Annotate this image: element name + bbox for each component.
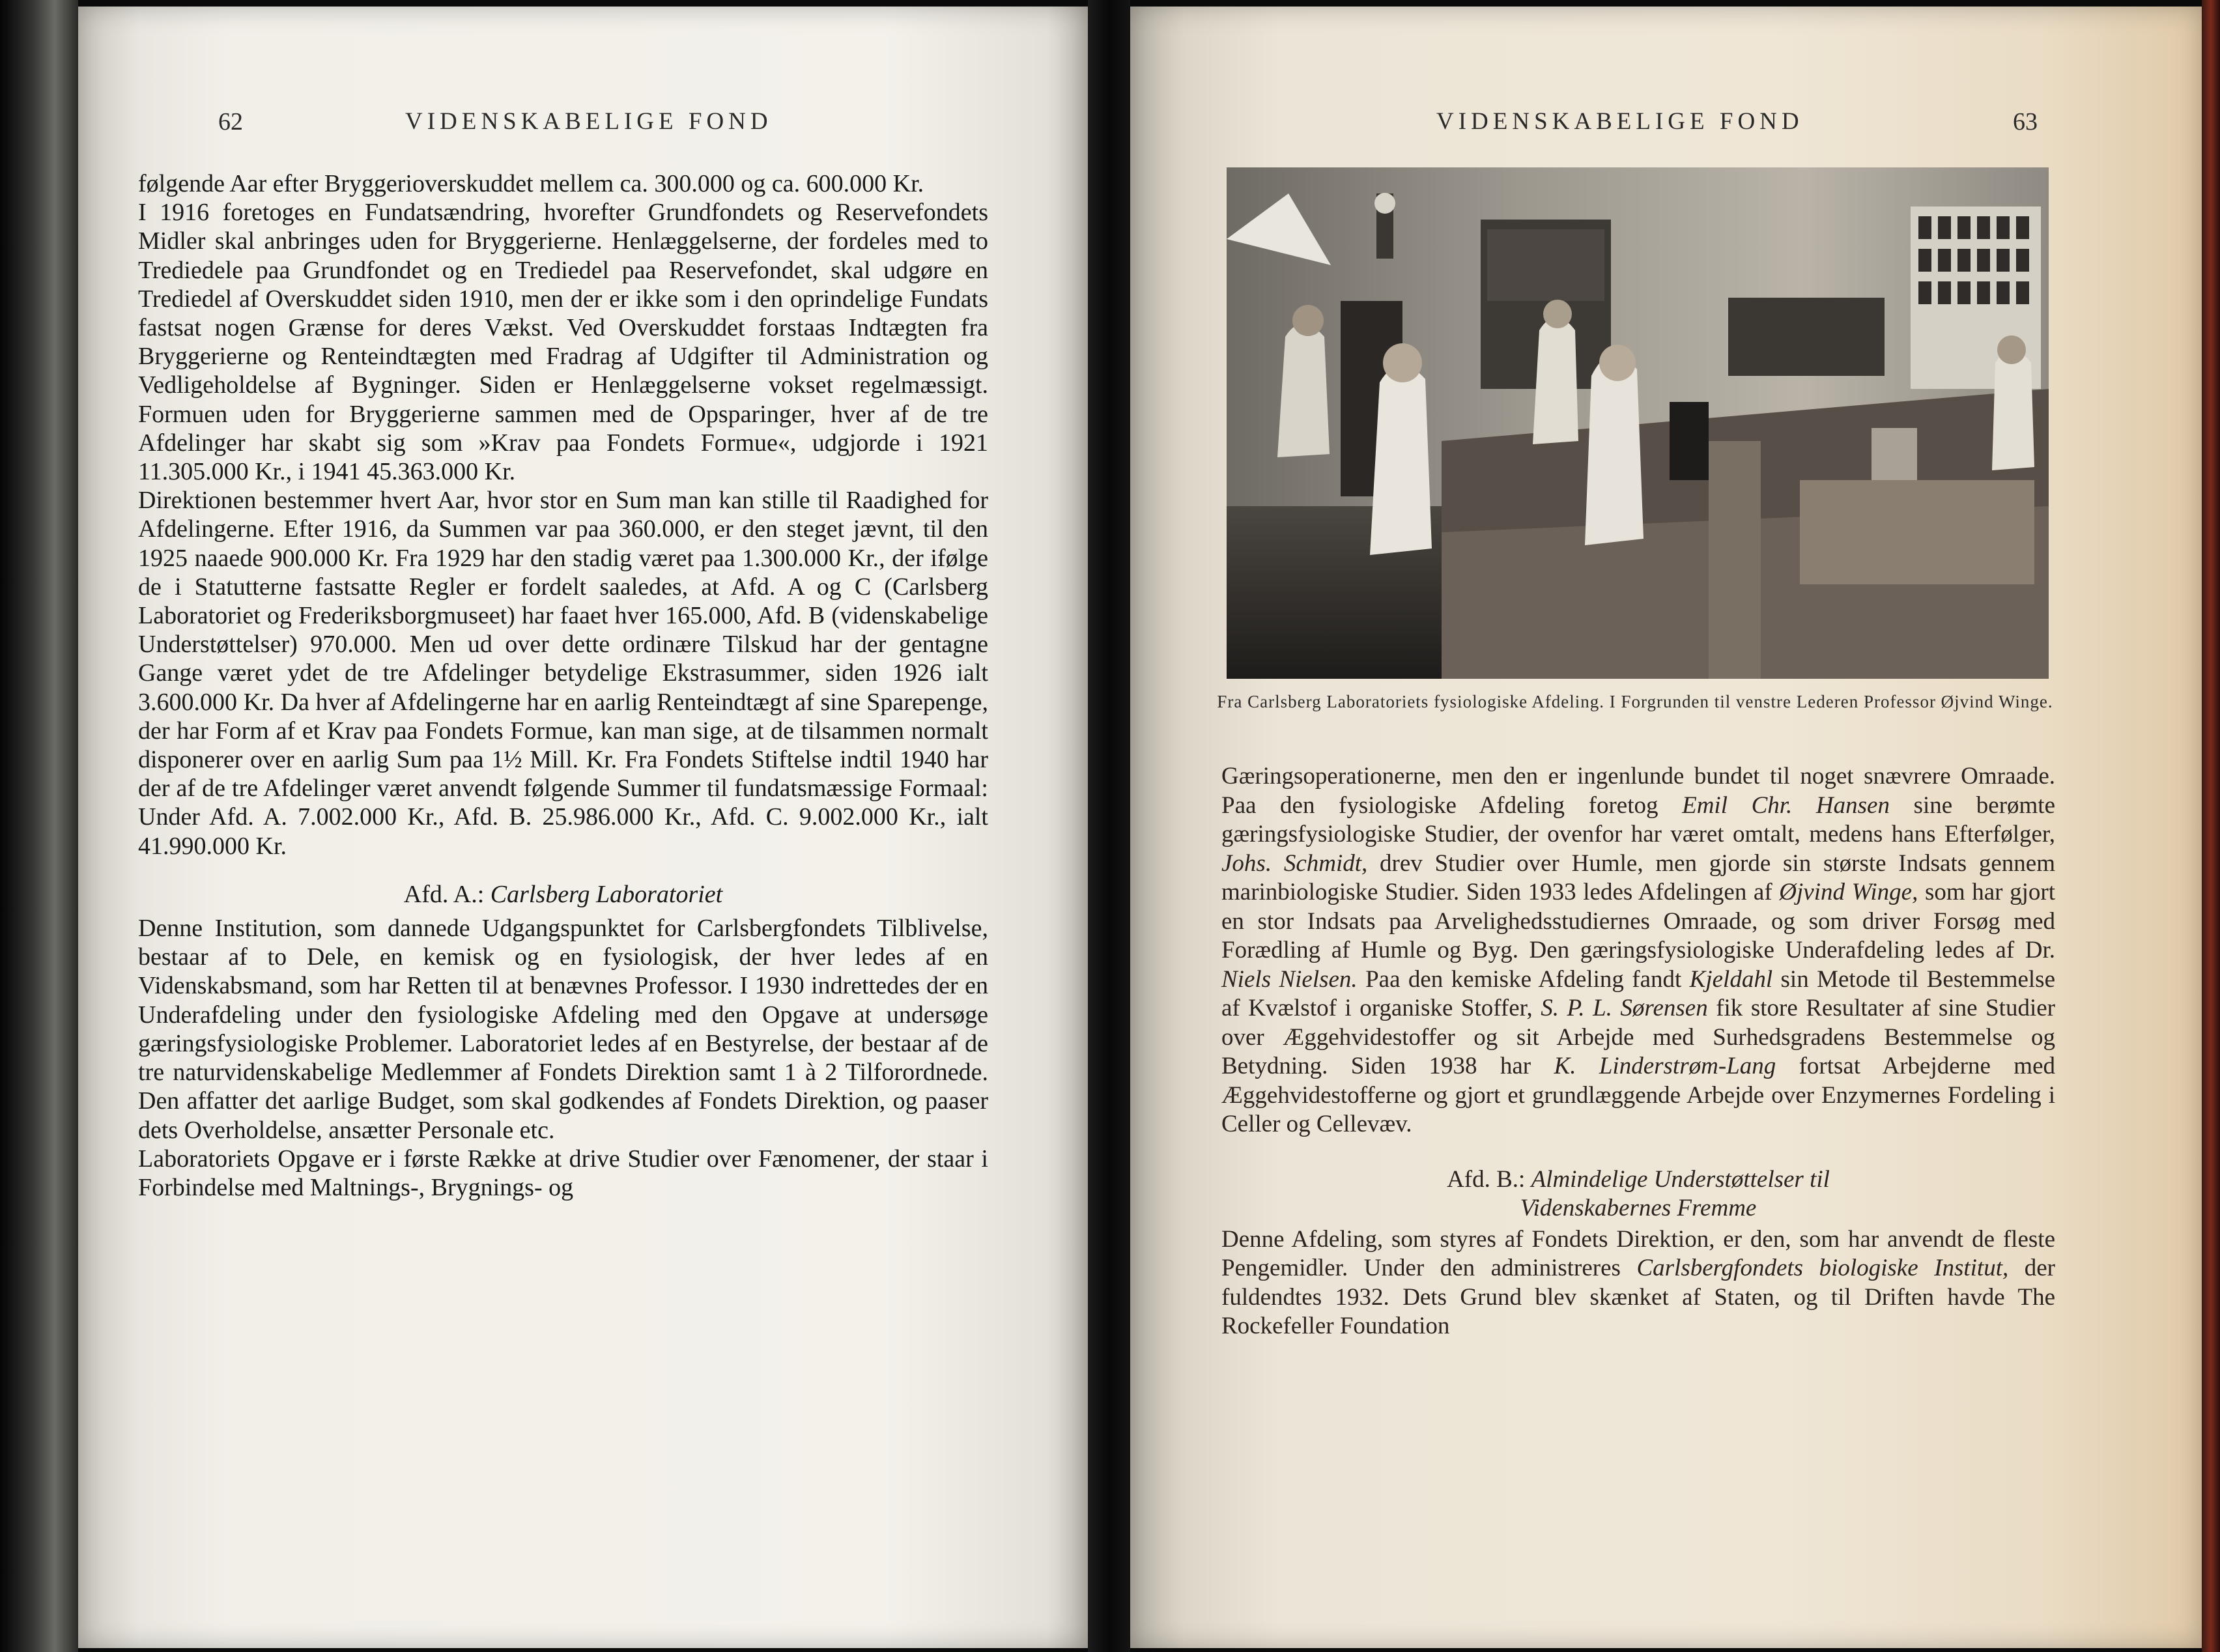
text-run: som har gjort en stor Indsats paa Arvelighedsstudiernes Omraade, og som driver Forsøg med Forædling af Humle og Byg. Den gæringsfysiologiske Underafdeling ledes af Dr. [1221, 879, 2055, 963]
person-name: Emil Chr. Hansen [1682, 791, 1890, 819]
text-run: sin Metode til Bestemmelse af Kvælstof i organiske Stoffer, [1221, 965, 2056, 1021]
right-page-number: 63 [2013, 108, 2038, 135]
section-title: Carlsberg Laboratoriet [490, 880, 723, 908]
right-body-text [1221, 762, 2055, 1341]
text-run: fik store Resultater af sine Studier over Æggehvidestoffer og sit Arbejde med Surhedsgradens Bestemmelse og Betydning. Siden 1938 har [1221, 995, 2055, 1079]
right-running-header: VIDENSKABELIGE FOND [1436, 108, 1804, 135]
institution-name: Carlsbergfondets biologiske Institut, [1636, 1255, 2009, 1281]
section-prefix: Afd. B.: [1447, 1165, 1531, 1193]
text-run: Paa den kemiske Afdeling fandt [1357, 965, 1690, 993]
text-run: Gæringsoperationerne, men den er ingenlunde bundet til noget snævrere Omraade. Paa den fysiologiske Afdeling foretog [1221, 763, 2055, 819]
text-run: sine berømte gæringsfysiologiske Studier, der ovenfor har været omtalt, medens hans Efterfølger, [1221, 791, 2056, 847]
paragraph: følgende Aar efter Bryggerioverskuddet mellem ca. 300.000 og ca. 600.000 Kr. [138, 170, 924, 197]
text-run: drev Studier over Humle, men gjorde sin største Indsats gennem marinbiologiske Studier. Siden 1933 ledes Afdelingen af [1221, 849, 2055, 905]
section-heading-afd-a [138, 880, 988, 909]
book-edge-left [0, 0, 78, 1652]
person-name: Niels Nielsen. [1221, 965, 1358, 993]
paragraph: Direktionen bestemmer hvert Aar, hvor stor en Sum man kan stille til Raadighed for Afdelingerne. Efter 1916, da Summen var paa 360.000, er den steget jævnt, til den 1925 naaede 900.000 Kr. Fra 1929 har den stadig været paa 1.300.000 Kr., der ifølge de i Statutterne fastsatte Regler er fordelt saaledes, at Afd. A og C (Carlsberg Laboratoriet og Frederiksborgmuseet) har faaet hver 165.000, Afd. B (videnskabelige Understøttelser) 970.000. Men ud over dette ordinære Tilskud har der gentagne Gange været ydet de tre Afdelinger betydelige Ekstrasummer, siden 1926 ialt 3.600.000 Kr. Da hver af Afdelingerne har en aarlig Renteindtægt af sine Sparepenge, der har Form af et Krav paa Fondets Formue, kan man sige, at de tilsammen normalt disponerer over en aarlig Sum paa 1½ Mill. Kr. Fra Fondets Stiftelse indtil 1940 har der af de tre Afdelinger været anvendt følgende Summer til fundatsmæssige Formaal: Under Afd. A. 7.002.000 Kr., Afd. B. 25.986.000 Kr., Afd. C. 9.002.000 Kr., ialt 41.990.000 Kr. [138, 487, 988, 860]
left-body-text [138, 169, 988, 1202]
person-name: Johs. Schmidt, [1221, 849, 1368, 877]
book-spine [1088, 0, 1130, 1652]
paragraph: I 1916 foretoges en Fundatsændring, hvorefter Grundfondets og Reservefondets Midler skal anbringes uden for Bryggerierne. Henlæggelserne, der fordeles med to Trediedele paa Grundfondet og en Trediedel paa Reservefondet, skal udgøre en Trediedel af Overskuddet siden 1910, men der er ikke som i den oprindelige Fundats fastsat nogen Grænse for deres Vækst. Ved Overskuddet forstaas Indtægten fra Bryggerierne og Renteindtægten med Fradrag af Udgifter til Administration og Vedligeholdelse af Bygninger. Siden er Henlæggelserne vokset regelmæssigt. Formuen uden for Bryggerierne sammen med de Opsparinger, hver af de tre Afdelinger har skabt sig som »Krav paa Fondets Formue«, udgjorde i 1921 11.305.000 Kr., i 1941 45.363.000 Kr. [138, 199, 988, 486]
paragraph [1221, 1225, 2055, 1341]
person-name: Kjeldahl [1689, 965, 1773, 993]
text-run: Denne Afdeling, som styres af Fondets Direktion, er den, som har anvendt de fleste Pengemidler. Under den administreres [1221, 1225, 2055, 1281]
paragraph: Laboratoriets Opgave er i første Række at drive Studier over Fænomener, der staar i Forbindelse med Maltnings-, Brygnings- og [138, 1145, 988, 1201]
person-name: S. P. L. Sørensen [1541, 995, 1708, 1021]
paragraph: Denne Institution, som dannede Udgangspunktet for Carlsbergfondets Tilblivelse, bestaar af to Dele, en kemisk og en fysiologisk, der hver ledes af en Videnskabsmand, som har Retten til at benævnes Professor. I 1930 indrettedes der en Underafdeling under den fysiologiske Afdeling med den Opgave at undersøge gæringsfysiologiske Problemer. Laboratoriet ledes af en Bestyrelse, der bestaar af de tre naturvidenskabelige Medlemmer af Fondets Direktion samt 1 à 2 Tilforordnede. Den affatter det aarlige Budget, som skal godkendes af Fondets Direktion, og paaser dets Overholdelse, ansætter Personale etc. [138, 915, 988, 1144]
laboratory-photograph [1227, 167, 2049, 679]
section-title-line-1: Almindelige Understøttelser til [1531, 1165, 1830, 1193]
text-run: fortsat Arbejderne med Æggehvidestofferne og gjort et grundlæggende Arbejde over Enzymernes Fordeling i Celler og Cellevæv. [1221, 1053, 2055, 1137]
person-name: Øjvind Winge, [1779, 879, 1918, 905]
laboratory-photo-illustration [1227, 167, 2049, 679]
text-run: der fuldendtes 1932. Dets Grund blev skænket af Staten, og til Driften havde The Rockefeller Foundation [1221, 1255, 2056, 1339]
section-prefix: Afd. A.: [403, 880, 491, 908]
person-name: K. Linderstrøm-Lang [1554, 1053, 1776, 1079]
book-edge-right [2202, 0, 2220, 1652]
section-title-line-2: Videnskabernes Fremme [1520, 1194, 1757, 1221]
paragraph [1221, 762, 2055, 1139]
photo-caption: Fra Carlsberg Laboratoriets fysiologiske Afdeling. I Forgrunden til venstre Lederen Professor Øjvind Winge. [1217, 692, 2053, 711]
left-page-number: 62 [218, 108, 243, 135]
left-running-header: VIDENSKABELIGE FOND [405, 108, 773, 135]
section-heading-afd-b [1221, 1165, 2055, 1223]
